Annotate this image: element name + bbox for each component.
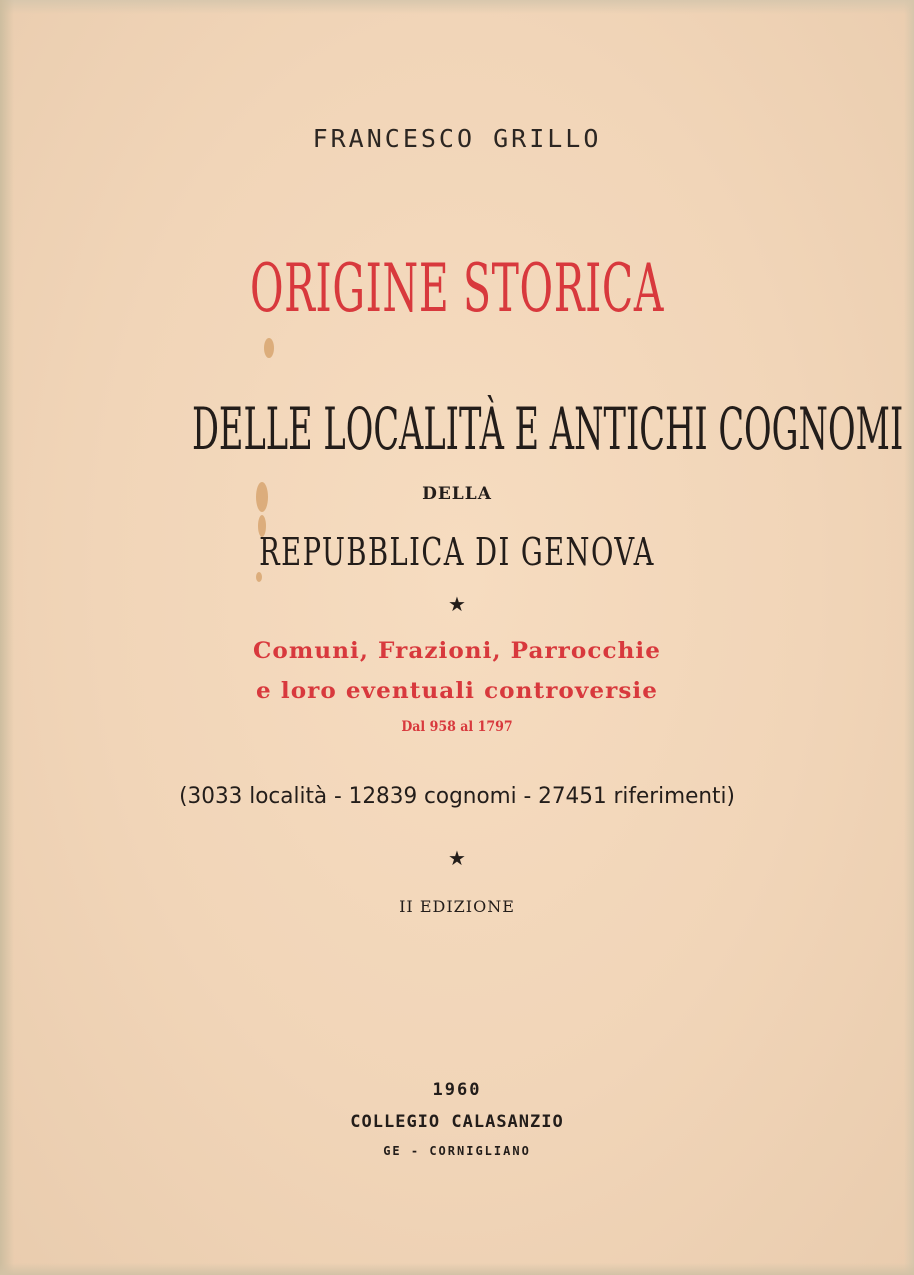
republic-title: REPUBBLICA DI GENOVA	[259, 530, 655, 574]
publisher-name: COLLEGIO CALASANZIO	[350, 1112, 564, 1132]
description-line-1: Comuni, Frazioni, Parrocchie	[252, 638, 662, 664]
star-ornament-icon: ★	[448, 846, 466, 870]
author-name: FRANCESCO GRILLO	[312, 124, 602, 153]
date-range: Dal 958 al 1797	[401, 719, 513, 735]
star-ornament-icon: ★	[448, 592, 466, 616]
edition-label: II EDIZIONE	[399, 897, 515, 916]
description-line-2: e loro eventuali controversie	[256, 678, 658, 704]
statistics: (3033 località - 12839 cognomi - 27451 riferimenti)	[179, 784, 735, 809]
publication-year: 1960	[432, 1080, 482, 1100]
title-connector: DELLA	[422, 484, 492, 504]
paper-edge-bottom	[0, 1263, 914, 1275]
book-subtitle: DELLE LOCALITÀ E ANTICHI COGNOMI	[191, 395, 904, 463]
publication-place: GE - CORNIGLIANO	[383, 1144, 531, 1158]
stain-mark	[264, 338, 274, 358]
book-title: ORIGINE STORICA	[249, 250, 665, 327]
paper-edge-top	[0, 0, 914, 14]
